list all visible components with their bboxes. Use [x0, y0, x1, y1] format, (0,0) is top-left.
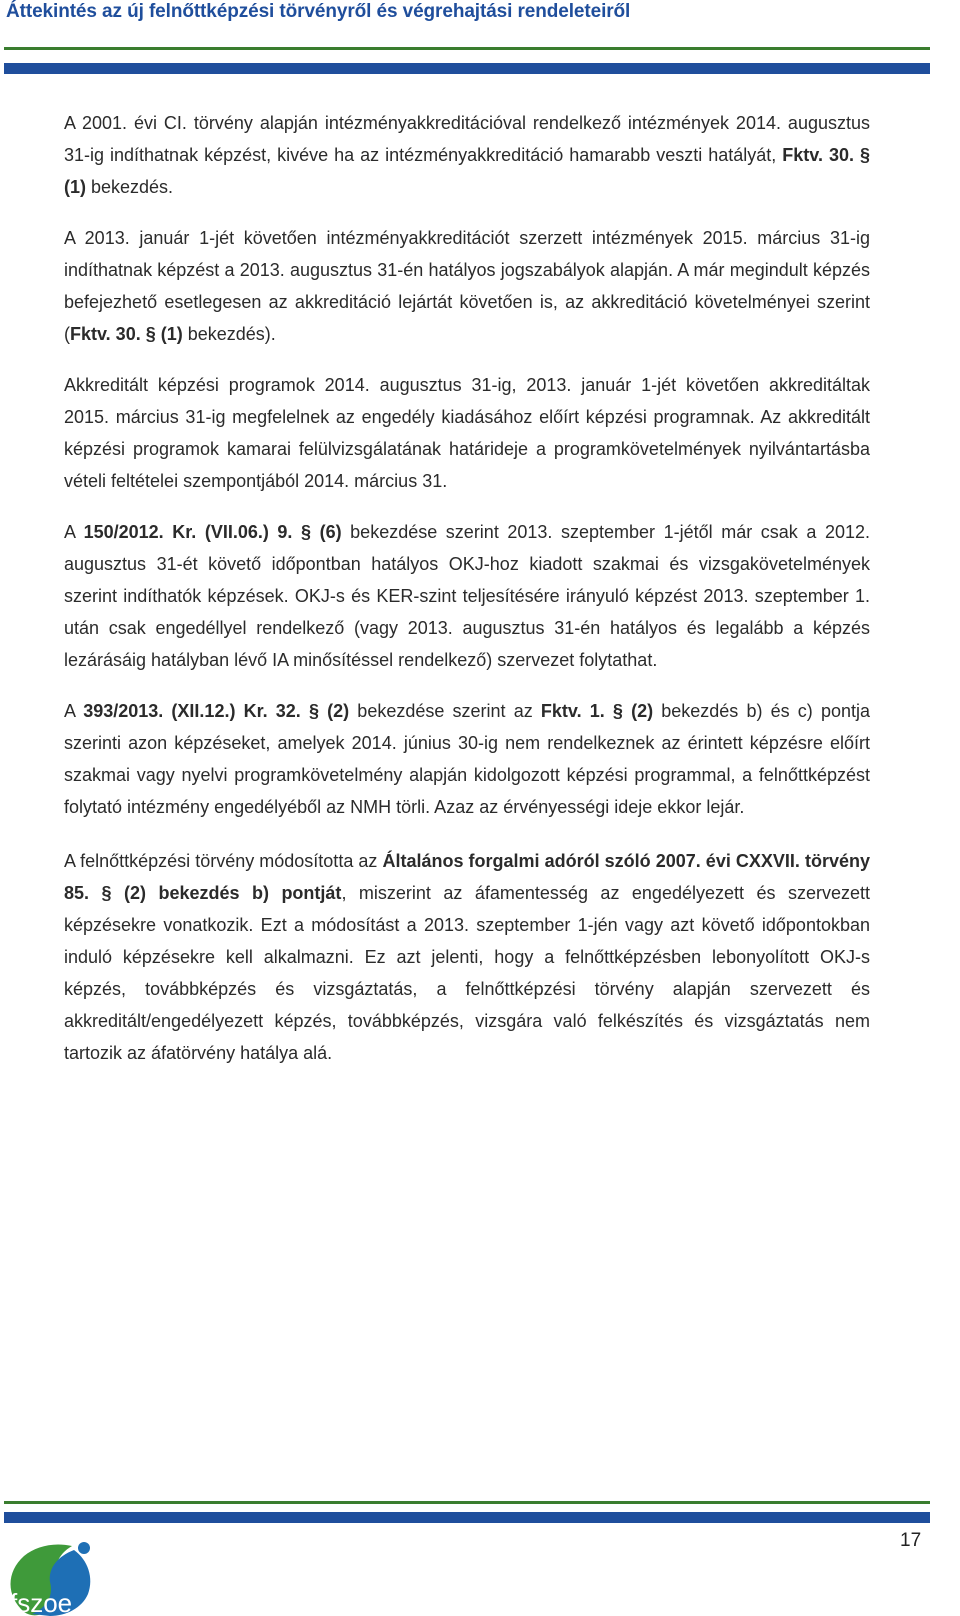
legal-reference: Fktv. 30. § (1)	[70, 324, 183, 344]
paragraph-2: A 2013. január 1-jét követően intézményakkreditációt szerzett intézmények 2015. március 31-ig indíthatnak képzést a 2013. augusztus 31-én hatályos jogszabályok alapján. A már megindult képzés befejezhető esetlegesen az akkreditáció lejártát követően is, az akkreditáció követelményei szerint (Fktv. 30. § (1) bekezdés).	[64, 228, 870, 344]
document-body	[64, 107, 870, 1088]
paragraph-4: A 150/2012. Kr. (VII.06.) 9. § (6) bekezdése szerint 2013. szeptember 1-jétől már csak a 2012. augusztus 31-ét követő időpontban hatályos OKJ-hoz kiadott szakmai és vizsgakövetelmények szerint indíthatók képzések. OKJ-s és KER-szint teljesítésére irányuló képzést 2013. szeptember 1. után csak engedéllyel rendelkező (vagy 2013. augusztus 31-én hatályos és legalább a képzés lezárásáig hatályban lévő IA minősítéssel rendelkező) szervezet folytathat.	[64, 522, 871, 670]
legal-reference: Általános forgalmi adóról szóló 2007. évi CXXVII. törvény 85. § (2) bekezdés b) pontját	[64, 851, 870, 903]
logo-dot	[78, 1542, 90, 1554]
header-rule-thin	[4, 47, 930, 50]
legal-reference: 150/2012. Kr. (VII.06.) 9. § (6)	[83, 522, 342, 542]
paragraph-1: A 2001. évi CI. törvény alapján intézményakkreditációval rendelkező intézmények 2014. augusztus 31-ig indíthatnak képzést, kivéve ha az intézményakkreditáció hamarabb veszti hatályát, Fktv. 30. § (1) bekezdés.	[64, 113, 870, 197]
logo-wordmark: fszoe	[10, 1588, 73, 1616]
running-header-title: Áttekintés az új felnőttképzési törvényről és végrehajtási rendeleteiről	[6, 1, 631, 22]
header-rule-thick	[4, 63, 930, 74]
footer-rule-thick	[4, 1512, 930, 1523]
paragraph-6: A felnőttképzési törvény módosította az Általános forgalmi adóról szóló 2007. évi CXXVII. törvény 85. § (2) bekezdés b) pontját, miszerint az áfamentesség az engedélyezett és szervezett képzésekre vonatkozik. Ezt a módosítást a 2013. szeptember 1-jén vagy azt követő időpontokban induló képzésekre kell alkalmazni. Ez azt jelenti, hogy a felnőttképzésben lebonyolított OKJ-s képzés, továbbképzés és vizsgáztatás, a felnőttképzési törvény alapján szervezett és akkreditált/engedélyezett képzés, továbbképzés, vizsgára való felkészítés és vizsgáztatás nem tartozik az áfatörvény hatálya alá.	[64, 851, 870, 1063]
fszoe-logo-icon	[2, 1538, 102, 1616]
legal-reference: 393/2013. (XII.12.) Kr. 32. § (2)	[83, 701, 350, 721]
page-number: 17	[900, 1530, 922, 1551]
footer-rule-thin	[4, 1501, 930, 1504]
paragraph-3: Akkreditált képzési programok 2014. augusztus 31-ig, 2013. január 1-jét követően akkreditáltak 2015. március 31-ig megfelelnek az engedély kiadásához előírt képzési programnak. Az akkreditált képzési programok kamarai felülvizsgálatának határideje a programkövetelmények nyilvántartásba vételi feltételei szempontjából 2014. március 31.	[64, 375, 870, 491]
legal-reference: Fktv. 30. § (1)	[64, 145, 870, 197]
paragraph-5: A 393/2013. (XII.12.) Kr. 32. § (2) bekezdése szerint az Fktv. 1. § (2) bekezdés b) és c) pontja szerinti azon képzéseket, amelyek 2014. június 30-ig nem rendelkeznek az érintett képzésre előírt szakmai vagy nyelvi programkövetelmény alapján kidolgozott képzési programmal, a felnőttképzést folytató intézmény engedélyéből az NMH törli. Azaz az érvényességi ideje ekkor lejár.	[64, 701, 870, 817]
legal-reference: Fktv. 1. § (2)	[540, 701, 654, 721]
